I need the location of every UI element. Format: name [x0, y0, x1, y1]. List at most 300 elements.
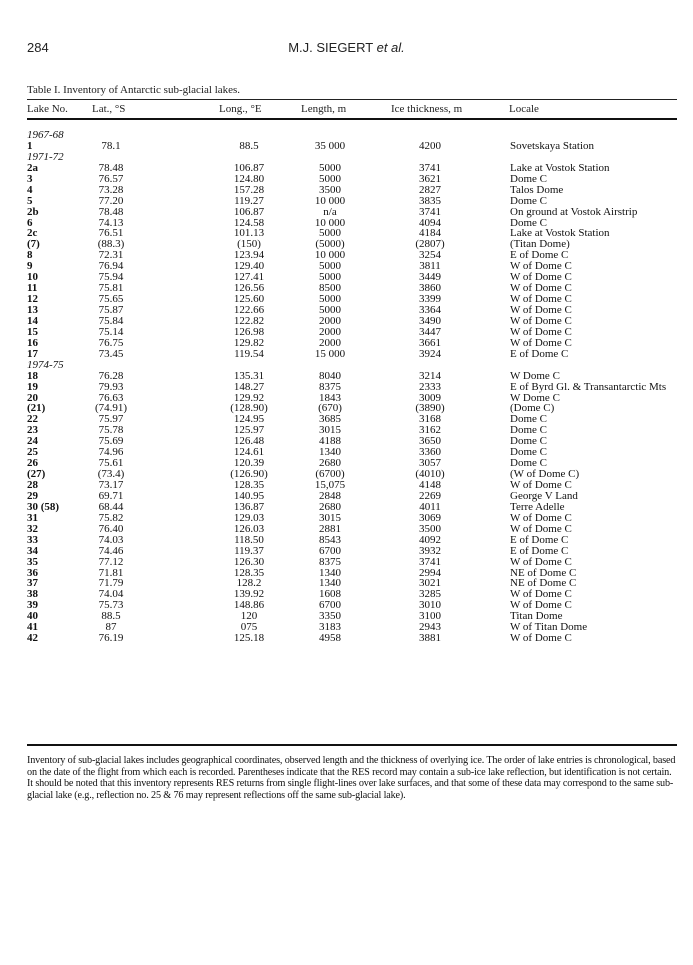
ice-thickness-cell: 3860: [419, 282, 441, 295]
lake-number-cell: 14: [27, 314, 38, 327]
table-row: [27, 239, 677, 250]
lake-number-cell: 17: [27, 347, 38, 360]
table-row: [27, 535, 677, 546]
latitude-cell: 76.19: [98, 632, 124, 645]
longitude-cell: 129.03: [233, 511, 265, 524]
length-cell: 2848: [319, 489, 341, 502]
locale-cell: Terre Adelle: [510, 500, 565, 513]
latitude-cell: (88.3): [97, 238, 125, 251]
latitude-cell: 68.44: [98, 500, 124, 513]
length-cell: 3350: [319, 610, 341, 623]
ice-thickness-cell: 3490: [419, 314, 441, 327]
longitude-cell: 125.18: [233, 632, 265, 645]
locale-cell: E of Dome C: [510, 249, 569, 262]
ice-thickness-cell: 3500: [419, 522, 441, 535]
longitude-cell: 127.41: [233, 271, 265, 284]
latitude-cell: 74.13: [98, 216, 124, 229]
length-cell: 5000: [319, 161, 341, 174]
header-locale: Locale: [509, 103, 539, 115]
locale-cell: W of Dome C: [510, 304, 572, 316]
table-row: [27, 546, 677, 557]
lake-number-cell: 29: [27, 489, 38, 502]
latitude-cell: 76.63: [98, 391, 124, 404]
ice-thickness-cell: 3168: [419, 413, 441, 426]
locale-cell: Dome C: [510, 413, 547, 426]
table-caption: Table I. Inventory of Antarctic sub-glacial lakes.: [27, 84, 241, 96]
ice-thickness-cell: 3214: [419, 369, 441, 382]
table-row: [27, 207, 677, 218]
lake-number-cell: 19: [27, 380, 38, 393]
ice-thickness-cell: 3661: [419, 336, 441, 349]
table-top-rule: [27, 99, 677, 100]
length-cell: 2680: [319, 500, 341, 513]
length-cell: 8375: [319, 380, 341, 393]
table-row: [27, 294, 677, 305]
latitude-cell: 75.84: [98, 314, 124, 327]
lake-number-cell: 2a: [27, 161, 38, 174]
ice-thickness-cell: 2269: [419, 489, 441, 502]
table-row: [27, 524, 677, 535]
longitude-cell: 129.92: [233, 391, 265, 404]
length-cell: 15 000: [314, 347, 346, 360]
lake-number-cell: 30 (58): [27, 500, 60, 513]
locale-cell: Dome C: [510, 172, 547, 185]
longitude-cell: 129.82: [233, 336, 265, 349]
length-cell: 8500: [319, 282, 341, 295]
table-row: [27, 491, 677, 502]
locale-cell: W of Dome C: [510, 325, 572, 338]
table-row: [27, 261, 677, 272]
survey-period: 1974-75: [27, 358, 64, 371]
latitude-cell: 76.51: [98, 227, 124, 240]
length-cell: 4958: [319, 632, 341, 645]
lake-number-cell: 25: [27, 446, 38, 459]
locale-cell: Dome C: [510, 216, 547, 229]
table-row: [27, 185, 677, 196]
length-cell: 2000: [319, 336, 341, 349]
ice-thickness-cell: 3621: [419, 172, 441, 185]
locale-cell: E of Dome C: [510, 347, 569, 360]
lake-number-cell: 8: [27, 249, 33, 262]
length-cell: 5000: [319, 271, 341, 284]
latitude-cell: 77.20: [98, 194, 124, 207]
longitude-cell: 125.97: [233, 424, 265, 437]
length-cell: 10 000: [314, 249, 346, 262]
length-cell: 15,075: [314, 479, 346, 491]
lake-number-cell: 2b: [27, 205, 39, 218]
ice-thickness-cell: 2943: [419, 621, 441, 634]
latitude-cell: 74.03: [98, 533, 124, 546]
latitude-cell: 74.46: [98, 544, 124, 557]
lake-number-cell: 33: [27, 533, 38, 546]
ice-thickness-cell: 4148: [419, 479, 441, 491]
ice-thickness-cell: 3021: [419, 577, 441, 590]
ice-thickness-cell: 3100: [419, 610, 441, 623]
longitude-cell: 106.87: [233, 161, 265, 174]
length-cell: 3015: [319, 424, 341, 437]
latitude-cell: 75.94: [98, 271, 124, 284]
length-cell: 8543: [319, 533, 341, 546]
locale-cell: W of Dome C: [510, 522, 572, 535]
locale-cell: W Dome C: [510, 369, 560, 382]
locale-cell: E of Byrd Gl. & Transantarctic Mts: [510, 380, 667, 393]
header-ice-thickness: Ice thickness, m: [391, 103, 463, 115]
locale-cell: E of Dome C: [510, 533, 569, 546]
latitude-cell: 73.28: [98, 183, 124, 196]
length-cell: 2881: [319, 522, 341, 535]
locale-cell: (Titan Dome): [510, 238, 570, 251]
table-row: [27, 250, 677, 261]
locale-cell: W of Dome C: [510, 314, 572, 327]
lake-number-cell: 38: [27, 588, 38, 601]
latitude-cell: 71.81: [98, 566, 124, 579]
ice-thickness-cell: 3811: [419, 260, 441, 273]
lake-number-cell: 5: [27, 194, 33, 207]
lake-number-cell: 1: [27, 139, 33, 152]
table-row: [27, 283, 677, 294]
lake-number-cell: 36: [27, 566, 38, 579]
lake-number-cell: 42: [27, 632, 38, 645]
locale-cell: W of Dome C: [510, 336, 572, 349]
ice-thickness-cell: 3162: [419, 424, 441, 437]
length-cell: 5000: [319, 227, 341, 240]
latitude-cell: 73.17: [98, 479, 124, 491]
table-row: [27, 403, 677, 414]
locale-cell: W of Dome C: [510, 599, 572, 612]
length-cell: 35 000: [314, 139, 346, 152]
table-row: [27, 316, 677, 327]
table-row: [27, 568, 677, 579]
locale-cell: W of Dome C: [510, 271, 572, 284]
locale-cell: W of Dome C: [510, 632, 572, 645]
length-cell: 4188: [319, 435, 341, 448]
table-row: [27, 557, 677, 568]
length-cell: 1340: [319, 566, 341, 579]
longitude-cell: 126.56: [233, 282, 265, 295]
locale-cell: (W of Dome C): [510, 468, 580, 481]
locale-cell: W of Titan Dome: [510, 621, 588, 634]
latitude-cell: 75.97: [98, 413, 124, 426]
table-header-rule: [27, 118, 677, 120]
length-cell: (670): [318, 402, 342, 415]
longitude-cell: 124.58: [233, 216, 265, 229]
table-header-row: [27, 103, 677, 117]
ice-thickness-cell: 3881: [419, 632, 441, 645]
latitude-cell: 76.94: [98, 260, 124, 273]
length-cell: 1608: [319, 588, 341, 601]
length-cell: (5000): [315, 238, 345, 251]
length-cell: 2680: [319, 457, 341, 470]
latitude-cell: 78.48: [98, 205, 124, 218]
et-al: et al.: [376, 40, 405, 55]
latitude-cell: 75.78: [98, 424, 124, 437]
longitude-cell: 124.80: [233, 172, 265, 185]
longitude-cell: 88.5: [239, 139, 259, 152]
latitude-cell: 75.61: [98, 457, 124, 470]
length-cell: 3183: [319, 621, 341, 634]
longitude-cell: 120: [240, 610, 258, 623]
longitude-cell: 119.27: [234, 194, 264, 207]
ice-thickness-cell: 4092: [419, 533, 441, 546]
length-cell: 1843: [319, 391, 341, 404]
ice-thickness-cell: 2994: [419, 566, 441, 579]
table-row: [27, 469, 677, 480]
latitude-cell: 76.75: [98, 336, 124, 349]
table-row: [27, 502, 677, 513]
longitude-cell: 157.28: [233, 183, 265, 196]
lake-number-cell: 4: [27, 183, 33, 196]
ice-thickness-cell: 4200: [419, 139, 441, 152]
table-row: [27, 196, 677, 207]
table-footnote: Inventory of sub-glacial lakes includes geographical coordinates, observed length and the thickness of overlying ice. The order of lake entries is chronological, based on the date of the flight from which each is recorded. Parentheses indicate that the RES record may contain a sub-ice lake reflection, but identification is not certain. It should be noted that this inventory represents RES returns from single flight-lines over lake surfaces, and that some of these data may correspond to the same sub-glacial lake (e.g., reflection no. 25 & 76 may represent reflections off the same sub-glacial lake).: [27, 755, 676, 801]
locale-cell: W of Dome C: [510, 588, 572, 601]
ice-thickness-cell: 3399: [419, 293, 441, 306]
locale-cell: Sovetskaya Station: [510, 139, 595, 152]
header-length: Length, m: [301, 103, 347, 115]
ice-thickness-cell: 3009: [419, 391, 441, 404]
longitude-cell: 126.30: [233, 555, 265, 568]
latitude-cell: 77.12: [98, 555, 124, 568]
lake-number-cell: 34: [27, 544, 38, 557]
longitude-cell: 129.40: [233, 260, 265, 273]
latitude-cell: 87: [105, 621, 117, 634]
ice-thickness-cell: 3447: [419, 325, 441, 338]
ice-thickness-cell: (4010): [415, 468, 445, 481]
lake-number-cell: 9: [27, 260, 33, 273]
length-cell: 3685: [319, 413, 341, 426]
locale-cell: (Dome C): [510, 402, 555, 415]
running-head-authors: [27, 40, 666, 55]
longitude-cell: 140.95: [233, 489, 265, 502]
table-row: [27, 513, 677, 524]
table-row: [27, 174, 677, 185]
locale-cell: E of Dome C: [510, 544, 569, 557]
lake-number-cell: 39: [27, 599, 38, 612]
latitude-cell: 76.40: [98, 522, 124, 535]
ice-thickness-cell: 2333: [419, 380, 441, 393]
table-row: [27, 600, 677, 611]
latitude-cell: 75.14: [98, 325, 124, 338]
longitude-cell: 075: [240, 621, 258, 634]
ice-thickness-cell: 3835: [419, 194, 441, 207]
longitude-cell: 119.54: [234, 347, 264, 360]
length-cell: 5000: [319, 304, 341, 316]
lake-number-cell: 24: [27, 435, 38, 448]
longitude-cell: 126.48: [233, 435, 265, 448]
longitude-cell: 128.35: [233, 566, 265, 579]
ice-thickness-cell: 3932: [419, 544, 441, 557]
locale-cell: Talos Dome: [510, 183, 564, 196]
lake-number-cell: 22: [27, 413, 38, 426]
latitude-cell: 75.87: [98, 304, 124, 316]
longitude-cell: (126.90): [230, 468, 268, 481]
period-row: [27, 360, 677, 371]
longitude-cell: (128.90): [230, 402, 268, 415]
locale-cell: Lake at Vostok Station: [510, 227, 610, 240]
table-row: [27, 272, 677, 283]
lake-number-cell: 6: [27, 216, 33, 229]
ice-thickness-cell: (2807): [415, 238, 445, 251]
locale-cell: NE of Dome C: [510, 566, 577, 579]
lake-number-cell: 11: [27, 282, 38, 295]
locale-cell: W of Dome C: [510, 555, 572, 568]
length-cell: 3500: [319, 183, 341, 196]
longitude-cell: 101.13: [233, 227, 265, 240]
lake-number-cell: 23: [27, 424, 38, 437]
locale-cell: Dome C: [510, 194, 547, 207]
table-row: [27, 228, 677, 239]
table-row: [27, 578, 677, 589]
locale-cell: W of Dome C: [510, 293, 572, 306]
ice-thickness-cell: 4094: [419, 216, 441, 229]
locale-cell: Dome C: [510, 457, 547, 470]
lake-number-cell: 10: [27, 271, 38, 284]
latitude-cell: 72.31: [98, 249, 124, 262]
longitude-cell: 126.03: [233, 522, 265, 535]
longitude-cell: 128.2: [236, 577, 262, 590]
locale-cell: NE of Dome C: [510, 577, 577, 590]
longitude-cell: 126.98: [233, 325, 265, 338]
header-longitude: Long., °E: [219, 103, 262, 115]
lake-number-cell: 35: [27, 555, 38, 568]
latitude-cell: 75.69: [98, 435, 124, 448]
table-row: [27, 338, 677, 349]
table-bottom-rule: [27, 744, 677, 746]
table-row: [27, 371, 677, 382]
ice-thickness-cell: 3360: [419, 446, 441, 459]
locale-cell: Dome C: [510, 435, 547, 448]
lake-number-cell: 3: [27, 172, 33, 185]
ice-thickness-cell: 3650: [419, 435, 441, 448]
locale-cell: Titan Dome: [510, 610, 563, 623]
length-cell: 8040: [319, 369, 341, 382]
locale-cell: George V Land: [510, 489, 578, 502]
length-cell: 10 000: [314, 216, 346, 229]
latitude-cell: (73.4): [97, 468, 125, 481]
survey-period: 1971-72: [27, 150, 64, 163]
locale-cell: W of Dome C: [510, 479, 572, 491]
lake-number-cell: 37: [27, 577, 38, 590]
ice-thickness-cell: 3010: [419, 599, 441, 612]
latitude-cell: 69.71: [98, 489, 124, 502]
ice-thickness-cell: 3449: [419, 271, 441, 284]
ice-thickness-cell: 3364: [419, 304, 441, 316]
locale-cell: W Dome C: [510, 391, 560, 404]
table-row: [27, 480, 677, 491]
lake-number-cell: 20: [27, 391, 38, 404]
lake-number-cell: 16: [27, 336, 38, 349]
survey-period: 1967-68: [27, 129, 64, 141]
table-row: [27, 589, 677, 600]
table-row: [27, 327, 677, 338]
lake-number-cell: 28: [27, 479, 38, 491]
locale-cell: W of Dome C: [510, 282, 572, 295]
author-names: M.J. SIEGERT: [288, 40, 373, 55]
table-row: [27, 633, 677, 644]
ice-thickness-cell: 3741: [419, 205, 441, 218]
locale-cell: Dome C: [510, 446, 547, 459]
longitude-cell: 124.95: [233, 413, 265, 426]
lake-number-cell: 32: [27, 522, 38, 535]
table-row: [27, 382, 677, 393]
lake-number-cell: 26: [27, 457, 38, 470]
longitude-cell: 135.31: [233, 369, 265, 382]
table-row: [27, 414, 677, 425]
ice-thickness-cell: 3069: [419, 511, 441, 524]
header-lake-no: Lake No.: [27, 103, 68, 115]
latitude-cell: 75.82: [98, 511, 124, 524]
lake-number-cell: (27): [27, 468, 46, 481]
longitude-cell: 122.82: [233, 314, 265, 327]
ice-thickness-cell: 3741: [419, 161, 441, 174]
longitude-cell: 122.66: [233, 304, 265, 316]
latitude-cell: 75.65: [98, 293, 124, 306]
ice-thickness-cell: 3057: [419, 457, 441, 470]
longitude-cell: 125.60: [233, 293, 265, 306]
locale-cell: Lake at Vostok Station: [510, 161, 610, 174]
ice-thickness-cell: 3285: [419, 588, 441, 601]
lake-number-cell: (7): [27, 238, 40, 251]
length-cell: 1340: [319, 446, 341, 459]
locale-cell: On ground at Vostok Airstrip: [510, 205, 638, 218]
table-row: [27, 458, 677, 469]
length-cell: 10 000: [314, 194, 346, 207]
length-cell: 5000: [319, 172, 341, 185]
longitude-cell: 124.61: [233, 446, 265, 459]
latitude-cell: 88.5: [101, 610, 121, 623]
page-number: 284: [27, 40, 49, 55]
latitude-cell: 78.1: [101, 139, 121, 152]
longitude-cell: 123.94: [233, 249, 265, 262]
length-cell: 8375: [319, 555, 341, 568]
length-cell: n/a: [323, 205, 337, 218]
ice-thickness-cell: 3254: [419, 249, 441, 262]
ice-thickness-cell: 3924: [419, 347, 441, 360]
lake-number-cell: 18: [27, 369, 38, 382]
lake-number-cell: 12: [27, 293, 38, 306]
length-cell: 6700: [319, 599, 341, 612]
longitude-cell: 119.37: [234, 544, 264, 557]
table-row: [27, 305, 677, 316]
running-head: [27, 40, 666, 60]
ice-thickness-cell: 4011: [419, 500, 441, 513]
locale-cell: W of Dome C: [510, 260, 572, 273]
latitude-cell: 74.96: [98, 446, 124, 459]
locale-cell: W of Dome C: [510, 511, 572, 524]
latitude-cell: 75.73: [98, 599, 124, 612]
length-cell: 3015: [319, 511, 341, 524]
length-cell: (6700): [315, 468, 345, 481]
longitude-cell: 106.87: [233, 205, 265, 218]
table-row: [27, 425, 677, 436]
lake-number-cell: 40: [27, 610, 38, 623]
lake-number-cell: 31: [27, 511, 38, 524]
table-row: [27, 447, 677, 458]
longitude-cell: 128.35: [233, 479, 265, 491]
table-body: [27, 130, 677, 644]
longitude-cell: 118.50: [234, 533, 264, 546]
latitude-cell: 73.45: [98, 347, 124, 360]
lake-number-cell: 13: [27, 304, 38, 316]
latitude-cell: 75.81: [98, 282, 124, 295]
lake-number-cell: (21): [27, 402, 46, 415]
ice-thickness-cell: 4184: [419, 227, 441, 240]
ice-thickness-cell: 3741: [419, 555, 441, 568]
lake-number-cell: 41: [27, 621, 38, 634]
longitude-cell: 148.86: [233, 599, 265, 612]
length-cell: 1340: [319, 577, 341, 590]
length-cell: 5000: [319, 293, 341, 306]
